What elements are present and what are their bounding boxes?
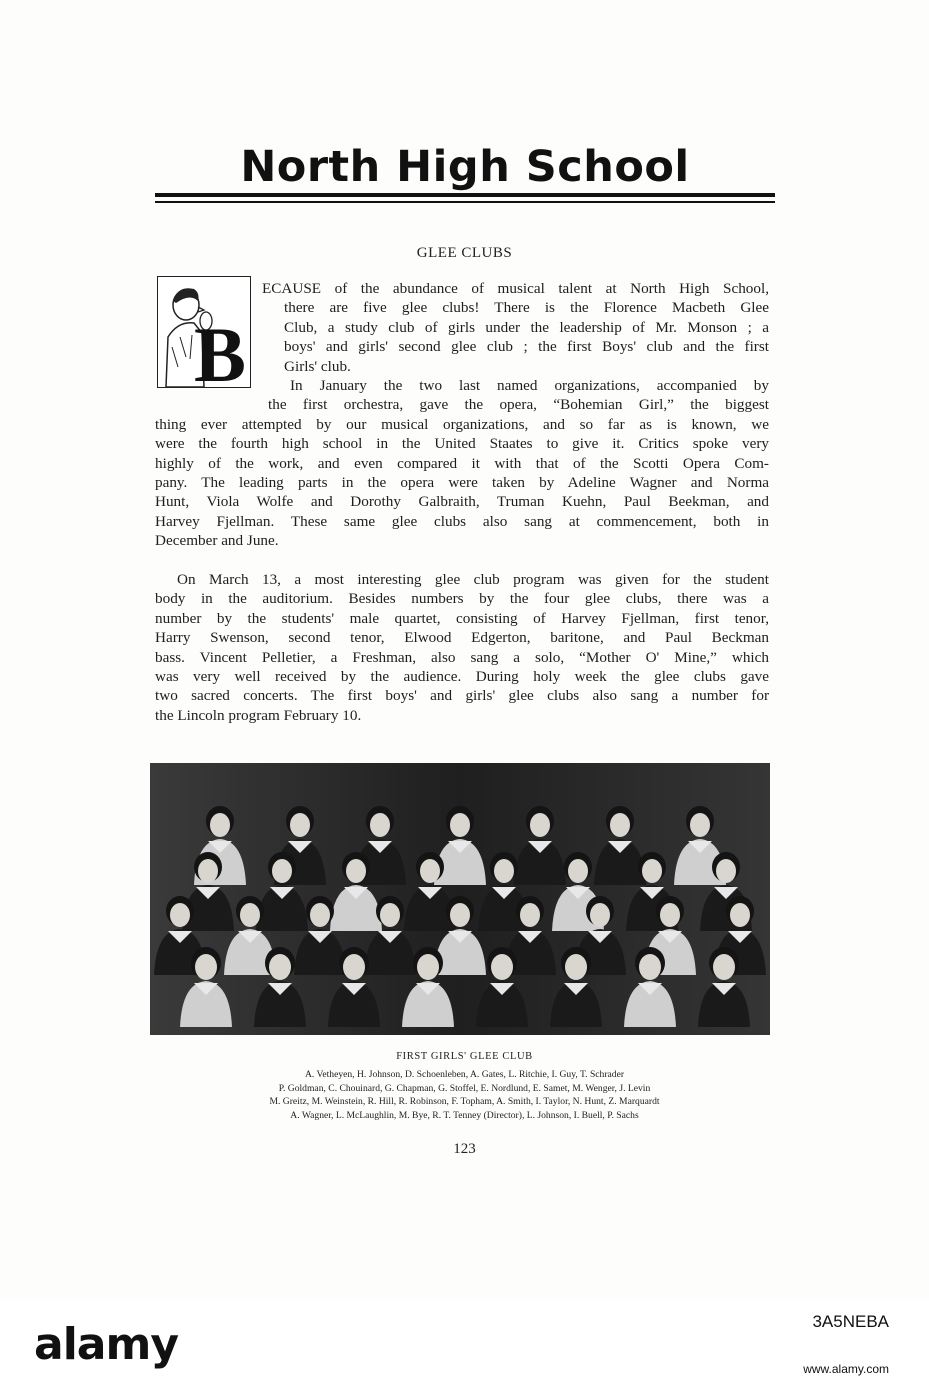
text-line: the first orchestra, gave the opera, “Bohemian Girl,” the biggest: [268, 396, 769, 414]
image-id: 3A5NEBA: [812, 1312, 889, 1331]
text-line: pany. The leading parts in the opera were taken by Adeline Wagner and Norma: [155, 474, 769, 492]
dropcap-letter-graphic: [158, 277, 250, 387]
person-face: [568, 859, 588, 883]
person-face: [370, 813, 390, 837]
text-line: Hunt, Viola Wolfe and Dorothy Galbraith, Truman Kuehn, Paul Beekman, and: [155, 493, 769, 511]
text-line: thing ever attempted by our musical organizations, and so far as is known, we: [155, 415, 769, 433]
person-face: [240, 903, 260, 927]
person-face: [170, 903, 190, 927]
person-face: [417, 954, 439, 980]
names-line: M. Greitz, M. Weinstein, R. Hill, R. Robinson, F. Topham, A. Smith, I. Taylor, N. Hunt, Z. Marquardt: [269, 1096, 660, 1108]
group-photo: [150, 763, 770, 1035]
person-face: [565, 954, 587, 980]
text-line: Girls' club.: [284, 357, 351, 375]
person-face: [210, 813, 230, 837]
paragraph-1: [262, 279, 769, 376]
page-number: 123: [453, 1141, 476, 1157]
person-face: [269, 954, 291, 980]
text-line: bass. Vincent Pelletier, a Freshman, also sang a solo, “Mother O' Mine,” which: [155, 648, 769, 666]
photo-caption: FIRST GIRLS' GLEE CLUB: [396, 1051, 533, 1062]
person-face: [690, 813, 710, 837]
masthead-title: North High School: [240, 142, 690, 192]
names-line: A. Wagner, L. McLaughlin, M. Bye, R. T. Tenney (Director), L. Johnson, I. Buell, P. Sachs: [290, 1109, 639, 1121]
person-face: [610, 813, 630, 837]
watermark-footer: [0, 1300, 929, 1390]
text-line: Harry Swenson, second tenor, Elwood Edgerton, baritone, and Paul Beckman: [155, 629, 769, 647]
dropcap-illustration: [157, 276, 251, 388]
person-face: [450, 813, 470, 837]
text-line: two sacred concerts. The first boys' and girls' glee clubs also sang a number for: [155, 687, 769, 705]
masthead-rule-thick: [155, 193, 775, 197]
text-line: In January the two last named organizations, accompanied by: [290, 377, 769, 394]
person-face: [730, 903, 750, 927]
alamy-logo: alamy: [34, 1319, 178, 1370]
person-face: [198, 859, 218, 883]
person-face: [642, 859, 662, 883]
person-face: [590, 903, 610, 927]
person-face: [343, 954, 365, 980]
text-line: was very well received by the audience. During holy week the glee clubs gave: [155, 668, 769, 686]
person-face: [272, 859, 292, 883]
text-line: Harvey Fjellman. These same glee clubs also sang at commencement, both in: [155, 512, 769, 530]
text-line: December and June.: [155, 532, 279, 550]
text-line: boys' and girls' second glee club ; the first Boys' club and the first: [284, 338, 769, 356]
watermark-url: www.alamy.com: [803, 1362, 889, 1376]
person-face: [494, 859, 514, 883]
text-line: there are five glee clubs! There is the Florence Macbeth Glee: [284, 299, 769, 317]
person-face: [290, 813, 310, 837]
text-line: were the fourth high school in the United Staates to give it. Critics spoke very: [155, 435, 769, 453]
person-face: [195, 954, 217, 980]
person-face: [420, 859, 440, 883]
person-face: [380, 903, 400, 927]
dropcap-letter: B: [193, 311, 246, 387]
person-face: [310, 903, 330, 927]
section-title: GLEE CLUBS: [416, 245, 513, 261]
paragraph-2: [155, 376, 769, 551]
person-face: [716, 859, 736, 883]
person-face: [660, 903, 680, 927]
names-line: P. Goldman, C. Chouinard, G. Chapman, G. Stoffel, E. Nordlund, E. Samet, M. Wenger, J. Levin: [278, 1082, 651, 1094]
text-line: Club, a study club of girls under the leadership of Mr. Monson ; a: [284, 318, 769, 336]
text-line: number by the students' male quartet, consisting of Harvey Fjellman, first tenor,: [155, 609, 769, 627]
person-face: [450, 903, 470, 927]
member-names: [0, 1068, 929, 1122]
person-face: [491, 954, 513, 980]
names-line: A. Vetheyen, H. Johnson, D. Schoenleben, A. Gates, L. Ritchie, I. Guy, T. Schrader: [304, 1069, 625, 1080]
paragraph-3: [155, 570, 769, 725]
text-line: the Lincoln program February 10.: [155, 706, 362, 724]
person-face: [713, 954, 735, 980]
masthead: [155, 138, 775, 210]
text-line: body in the auditorium. Besides numbers by the four glee clubs, there was a: [155, 590, 769, 608]
person-face: [346, 859, 366, 883]
group-photo-drawing: [150, 763, 770, 1035]
person-face: [530, 813, 550, 837]
text-line: ECAUSE of the abundance of musical talent at North High School,: [262, 280, 769, 297]
text-line: highly of the work, and even compared it with that of the Scotti Opera Com-: [155, 454, 769, 472]
person-face: [520, 903, 540, 927]
person-face: [639, 954, 661, 980]
masthead-rule-thin: [155, 201, 775, 203]
text-line: On March 13, a most interesting glee club program was given for the student: [177, 571, 769, 588]
